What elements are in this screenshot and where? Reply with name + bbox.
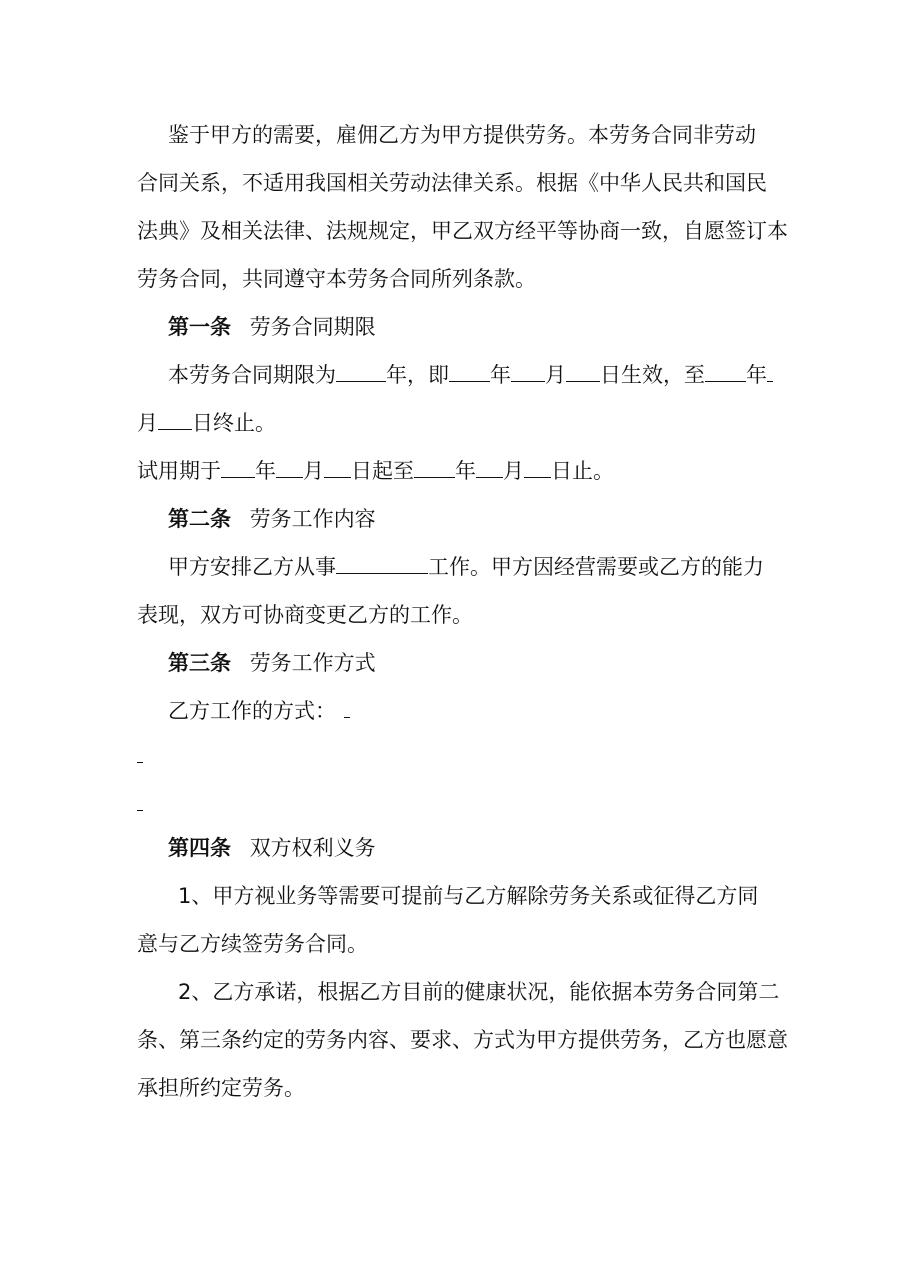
article-3-heading: [168, 647, 376, 679]
trial-text-c: 月: [303, 459, 324, 483]
end-text-a: 月: [137, 411, 158, 435]
trial-end-month-blank: [476, 457, 503, 478]
article-4-item-2-line-1: 2、乙方承诺，根据乙方目前的健康状况，能依据本劳务合同第二: [178, 980, 780, 1004]
work-text-a: 甲方安排乙方从事: [168, 555, 336, 579]
trial-start-month-blank: [276, 457, 303, 478]
trial-text-a: 试用期于: [137, 459, 221, 483]
article-4-title: 双方权利义务: [249, 836, 376, 860]
article-4-item-2-line-2: 条、第三条约定的劳务内容、要求、方式为甲方提供劳务，乙方也愿意: [137, 1028, 788, 1052]
intro-line-4: 劳务合同，共同遵守本劳务合同所列条款。: [137, 267, 536, 291]
article-2-line-2: 表现，双方可协商变更乙方的工作。: [137, 603, 473, 627]
term-text-e: 日生效，至: [600, 363, 705, 387]
article-1-number: 第一条: [168, 315, 231, 339]
work-method-blank-line-2: [137, 762, 143, 763]
term-text-c: 年: [490, 363, 511, 387]
trial-start-day-blank: [324, 457, 351, 478]
start-year-blank: [449, 361, 490, 382]
article-4-item-1-line-2: 意与乙方续签劳务合同。: [137, 932, 368, 956]
work-type-blank: [336, 553, 428, 574]
term-years-blank: [336, 361, 386, 382]
article-1-title: 劳务合同期限: [249, 315, 376, 339]
article-1-end-line: [137, 407, 276, 439]
start-day-blank: [566, 361, 600, 382]
trial-end-year-blank: [414, 457, 455, 478]
article-4-item-1-line-1: 1、甲方视业务等需要可提前与乙方解除劳务关系或征得乙方同: [178, 884, 759, 908]
term-text-b: 年，即: [386, 363, 449, 387]
article-4-item-2-line-3: 承担所约定劳务。: [137, 1076, 305, 1100]
article-4-heading: [168, 832, 376, 864]
article-3-number: 第三条: [168, 651, 231, 675]
article-2-title: 劳务工作内容: [249, 507, 376, 531]
trial-text-f: 月: [503, 459, 524, 483]
trial-start-year-blank: [221, 457, 255, 478]
trial-text-g: 日止。: [551, 459, 614, 483]
article-4-number: 第四条: [168, 836, 231, 860]
trial-end-day-blank: [524, 457, 551, 478]
term-text-f: 年: [746, 363, 767, 387]
start-month-blank: [511, 361, 545, 382]
trial-text-e: 年: [455, 459, 476, 483]
intro-line-2: 合同关系，不适用我国相关劳动法律关系。根据《中华人民共和国民: [137, 171, 767, 195]
trial-text-d: 日起至: [351, 459, 414, 483]
intro-line-1: 鉴于甲方的需要，雇佣乙方为甲方提供劳务。本劳务合同非劳动: [168, 123, 756, 147]
article-2-heading: [168, 503, 376, 535]
article-1-heading: [168, 311, 376, 343]
work-text-b: 工作。甲方因经营需要或乙方的能力: [428, 555, 764, 579]
trial-text-b: 年: [255, 459, 276, 483]
intro-line-3: 法典》及相关法律、法规规定，甲乙双方经平等协商一致，自愿签订本: [137, 219, 788, 243]
trial-period-line: [137, 455, 614, 487]
trailing-blank: [767, 361, 773, 382]
term-text-a: 本劳务合同期限为: [168, 363, 336, 387]
end-month-blank: [158, 409, 192, 430]
term-text-d: 月: [545, 363, 566, 387]
work-method-blank: [344, 697, 350, 718]
end-text-b: 日终止。: [192, 411, 276, 435]
article-2-number: 第二条: [168, 507, 231, 531]
work-method-label: 乙方工作的方式：: [168, 699, 336, 723]
work-method-blank-line-3: [137, 810, 143, 811]
article-3-title: 劳务工作方式: [249, 651, 376, 675]
article-1-term-line: [168, 359, 773, 391]
article-2-line-1: [168, 551, 764, 583]
article-3-line-1: [168, 695, 350, 727]
end-year-blank: [705, 361, 746, 382]
